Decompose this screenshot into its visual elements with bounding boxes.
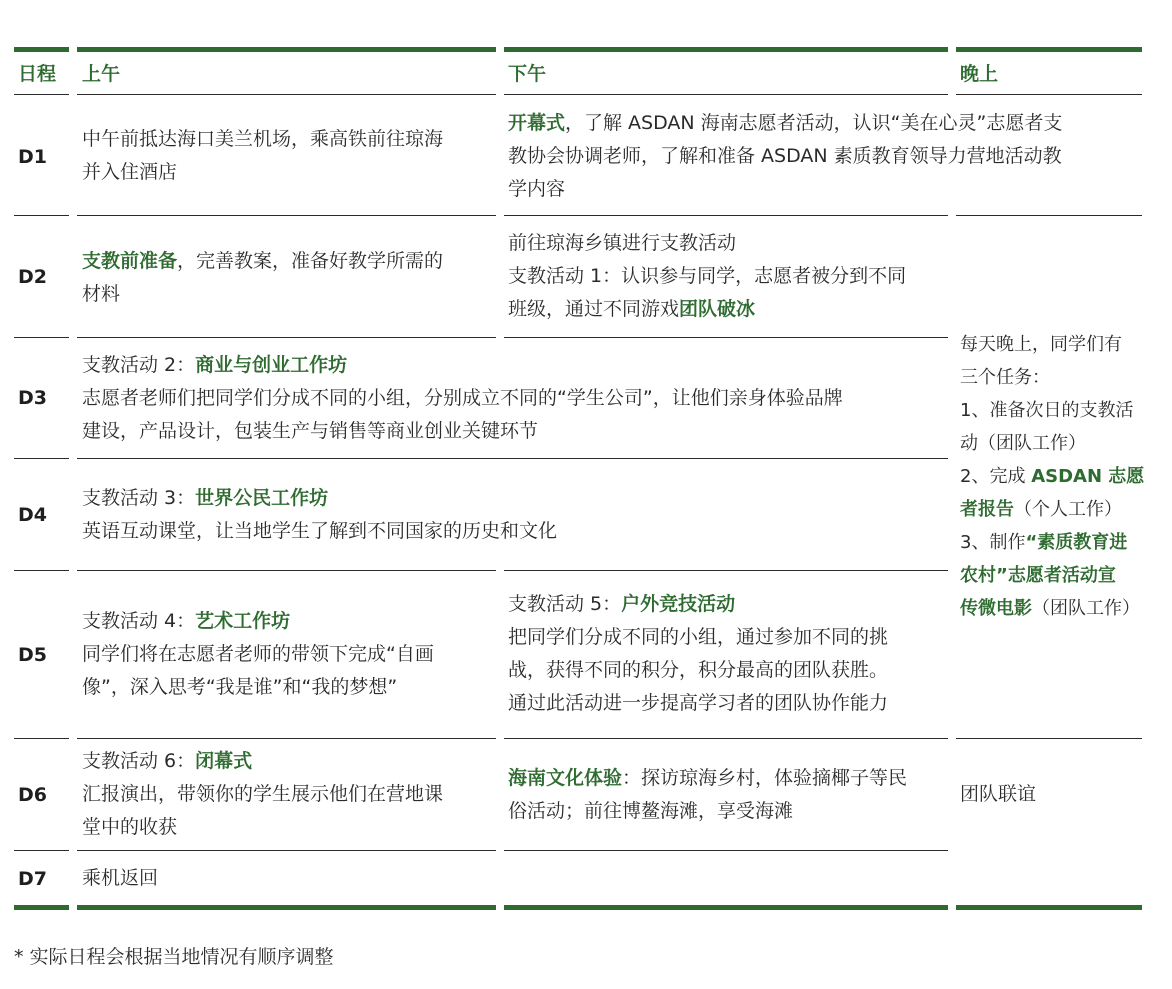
d2-afternoon: 前往琼海乡镇进行支教活动 支教活动 1：认识参与同学，志愿者被分到不同 班级，通过不同游戏团队破冰 xyxy=(508,232,907,320)
row-divider-d2 xyxy=(14,337,69,338)
row-divider-d6 xyxy=(504,850,948,851)
row-divider-d5 xyxy=(77,738,496,739)
row-divider-d2 xyxy=(77,337,496,338)
d6-morning: 支教活动 6：闭幕式 汇报演出，带领你的学生展示他们在营地课 堂中的收获 xyxy=(82,750,444,838)
day-label-d6: D6 xyxy=(18,784,47,806)
top-rule-morning xyxy=(77,47,496,52)
d1-afternoon: 开幕式，了解 ASDAN 海南志愿者活动，认识“美在心灵”志愿者支 教协会协调老师，了解和准备 ASDAN 素质教育领导力营地活动教 学内容 xyxy=(508,112,1063,200)
day-label-d5: D5 xyxy=(18,644,47,666)
header-evening: 晚上 xyxy=(960,63,999,85)
top-rule-evening xyxy=(956,47,1142,52)
row-divider-d3 xyxy=(77,458,948,459)
header-morning: 上午 xyxy=(82,63,121,85)
row-divider-d6 xyxy=(77,850,496,851)
row-divider-d6 xyxy=(14,850,69,851)
day-label-d3: D3 xyxy=(18,387,47,409)
d4-content: 支教活动 3：世界公民工作坊 英语互动课堂，让当地学生了解到不同国家的历史和文化 xyxy=(82,487,558,542)
d5-morning: 支教活动 4：艺术工作坊 同学们将在志愿者老师的带领下完成“自画 像”，深入思考“我是谁”和“我的梦想” xyxy=(82,610,434,698)
day-label-d2: D2 xyxy=(18,266,47,288)
row-divider-d3 xyxy=(14,458,69,459)
d6-evening: 团队联谊 xyxy=(960,783,1037,805)
header-divider xyxy=(504,94,948,95)
d7-content: 乘机返回 xyxy=(82,867,159,889)
day-label-d1: D1 xyxy=(18,146,47,168)
row-divider-d4 xyxy=(77,570,496,571)
evening-tasks: 每天晚上，同学们有 三个任务： 1、准备次日的支教活 动（团队工作） 2、完成 ASDAN 志愿 者报告（个人工作） 3、制作“素质教育进 农村”志愿者活动宣 传微电影（团队工作） xyxy=(960,334,1145,619)
header-divider xyxy=(77,94,496,95)
top-rule-afternoon xyxy=(504,47,948,52)
day-label-d4: D4 xyxy=(18,504,47,526)
row-divider-d4 xyxy=(14,570,69,571)
footnote: * 实际日程会根据当地情况有顺序调整 xyxy=(14,946,334,968)
row-divider-d1 xyxy=(14,215,69,216)
d1-morning: 中午前抵达海口美兰机场，乘高铁前往琼海 并入住酒店 xyxy=(82,128,444,183)
row-divider-d1 xyxy=(504,215,948,216)
row-divider-d1 xyxy=(77,215,496,216)
row-divider-d5 xyxy=(956,738,1142,739)
header-day: 日程 xyxy=(18,63,57,85)
row-divider-d5 xyxy=(504,738,948,739)
d2-morning: 支教前准备，完善教案，准备好教学所需的 材料 xyxy=(82,250,444,305)
d5-afternoon: 支教活动 5：户外竞技活动 把同学们分成不同的小组，通过参加不同的挑 战，获得不同的积分，积分最高的团队获胜。 通过此活动进一步提高学习者的团队协作能力 xyxy=(508,593,889,714)
bottom-rule-morning xyxy=(77,905,496,910)
row-divider-d1 xyxy=(956,215,1142,216)
top-rule-day xyxy=(14,47,69,52)
bottom-rule-afternoon xyxy=(504,905,948,910)
header-divider xyxy=(956,94,1142,95)
bottom-rule-evening xyxy=(956,905,1142,910)
header-afternoon: 下午 xyxy=(508,63,547,85)
day-label-d7: D7 xyxy=(18,868,47,890)
row-divider-d5 xyxy=(14,738,69,739)
row-divider-d2 xyxy=(504,337,948,338)
row-divider-d4 xyxy=(504,570,948,571)
d6-afternoon: 海南文化体验：探访琼海乡村，体验摘椰子等民 俗活动；前往博鳌海滩，享受海滩 xyxy=(508,767,908,822)
d3-content: 支教活动 2：商业与创业工作坊 志愿者老师们把同学们分成不同的小组，分别成立不同的“学生公司”，让他们亲身体验品牌 建设，产品设计，包装生产与销售等商业创业关键环节 xyxy=(82,354,843,442)
header-divider xyxy=(14,94,69,95)
bottom-rule-day xyxy=(14,905,69,910)
